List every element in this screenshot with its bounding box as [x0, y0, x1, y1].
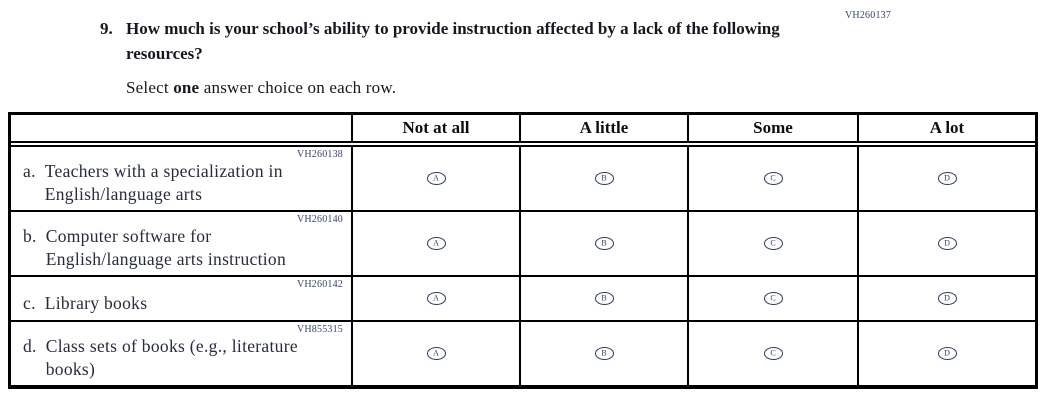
row-c-text: Library books	[44, 292, 148, 313]
row-a-text: Teachers with a specialization in English/language arts	[44, 161, 283, 204]
option-row-c-a-lot[interactable]	[857, 277, 1035, 320]
question-number: 9.	[100, 19, 113, 38]
option-row-b-some[interactable]	[687, 212, 857, 275]
row-c-letter: c.	[23, 292, 36, 313]
option-row-d-a-little[interactable]	[519, 322, 687, 385]
table-row-c	[11, 275, 1035, 320]
option-row-b-not-at-all[interactable]	[351, 212, 519, 275]
option-row-a-not-at-all[interactable]	[351, 147, 519, 210]
row-b-letter: b.	[23, 226, 37, 246]
option-row-b-a-little[interactable]	[519, 212, 687, 275]
row-b-text: Computer software for English/language arts instruction	[45, 226, 287, 269]
option-row-a-a-little[interactable]	[519, 147, 687, 210]
row-c-label-cell	[11, 277, 351, 320]
row-d-item-code: VH855315	[296, 324, 343, 335]
option-row-c-not-at-all[interactable]	[351, 277, 519, 320]
table-row-b	[11, 210, 1035, 275]
instruction-prefix: Select	[126, 78, 174, 97]
option-row-d-a-lot[interactable]	[857, 322, 1035, 385]
row-d-letter: d.	[23, 336, 37, 356]
col-header-not-at-all: Not at all	[351, 115, 519, 141]
answer-bubble-b-icon: B	[595, 347, 614, 360]
question-text: How much is your school’s ability to provide instruction affected by a lack of the following resources?	[126, 19, 780, 63]
row-b-label-cell	[11, 212, 351, 275]
table-header-row	[11, 115, 1035, 147]
answer-bubble-c-icon: C	[764, 237, 783, 250]
answer-bubble-d-icon: D	[938, 347, 957, 360]
option-row-d-not-at-all[interactable]	[351, 322, 519, 385]
option-row-a-some[interactable]	[687, 147, 857, 210]
answer-bubble-b-icon: B	[595, 237, 614, 250]
row-b-item-code: VH260140	[296, 214, 343, 225]
table-row-d	[11, 320, 1035, 385]
row-d-text: Class sets of books (e.g., literature books)	[45, 336, 298, 379]
header-stub-cell	[11, 115, 351, 141]
answer-bubble-c-icon: C	[764, 172, 783, 185]
row-c-item-code: VH260142	[296, 279, 343, 290]
answer-bubble-d-icon: D	[938, 237, 957, 250]
table-row-a	[11, 147, 1035, 210]
row-a-item-code: VH260138	[296, 149, 343, 160]
answer-bubble-a-icon: A	[427, 347, 446, 360]
question-instruction	[126, 77, 786, 99]
col-header-a-lot: A lot	[857, 115, 1035, 141]
col-header-a-little: A little	[519, 115, 687, 141]
instruction-suffix: answer choice on each row.	[199, 78, 397, 97]
answer-bubble-c-icon: C	[764, 292, 783, 305]
answer-bubble-a-icon: A	[427, 172, 446, 185]
answer-bubble-d-icon: D	[938, 172, 957, 185]
answer-bubble-b-icon: B	[595, 172, 614, 185]
row-a-label-cell	[11, 147, 351, 210]
col-header-some: Some	[687, 115, 857, 141]
answer-bubble-a-icon: A	[427, 292, 446, 305]
row-a-letter: a.	[23, 161, 36, 181]
option-row-c-some[interactable]	[687, 277, 857, 320]
answer-bubble-c-icon: C	[764, 347, 783, 360]
question-item-code: VH260137	[845, 10, 892, 21]
answer-bubble-b-icon: B	[595, 292, 614, 305]
row-d-label-cell	[11, 322, 351, 385]
answer-bubble-d-icon: D	[938, 292, 957, 305]
option-row-b-a-lot[interactable]	[857, 212, 1035, 275]
answer-matrix-table	[8, 112, 1038, 389]
answer-bubble-a-icon: A	[427, 237, 446, 250]
question-block	[100, 16, 786, 99]
option-row-d-some[interactable]	[687, 322, 857, 385]
option-row-a-a-lot[interactable]	[857, 147, 1035, 210]
option-row-c-a-little[interactable]	[519, 277, 687, 320]
instruction-bold-word: one	[173, 78, 200, 97]
